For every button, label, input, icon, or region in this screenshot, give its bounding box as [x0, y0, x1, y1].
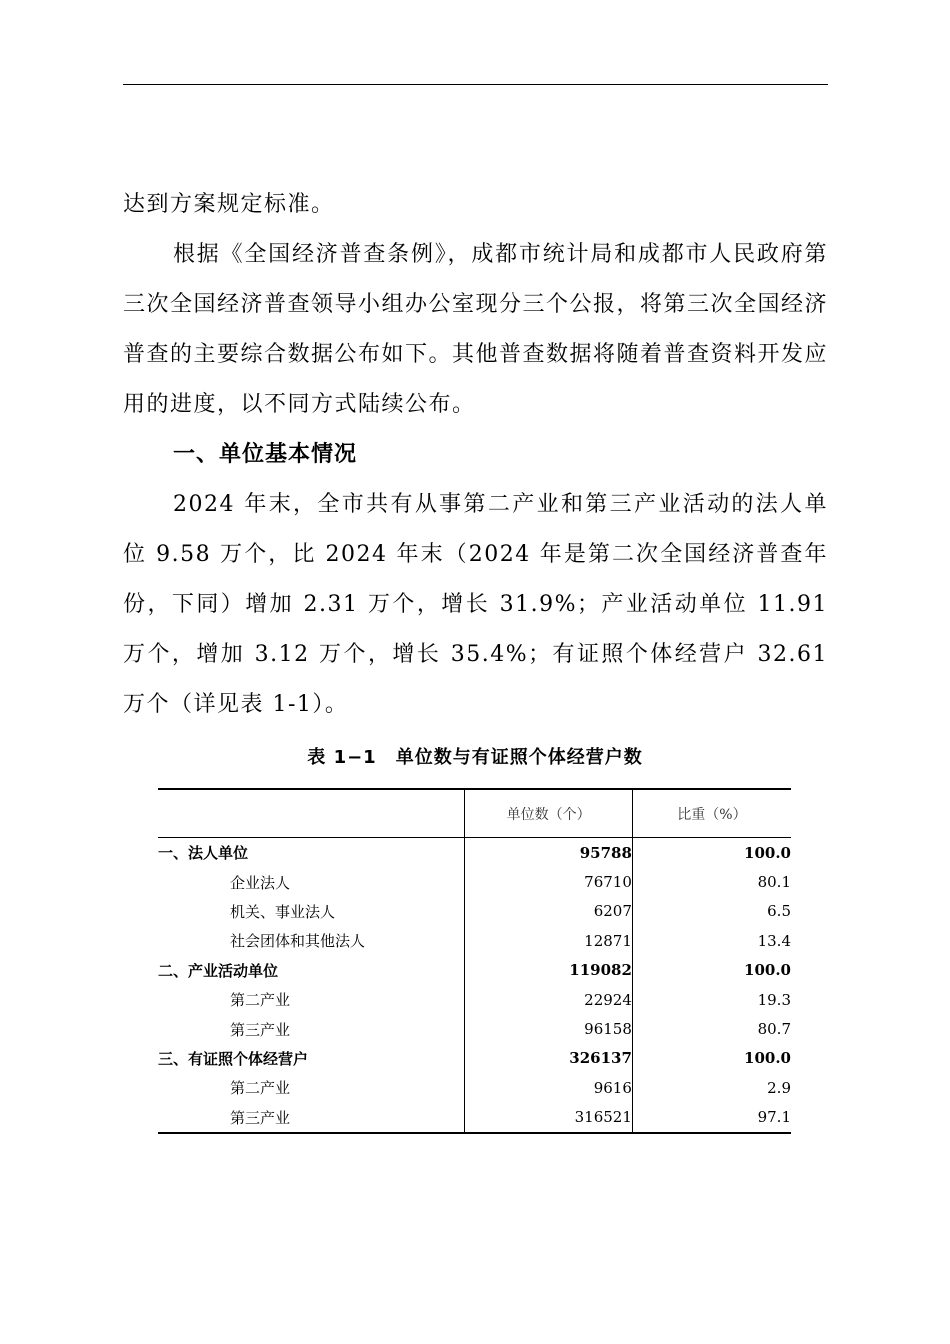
row-pct: 100.0: [632, 956, 791, 985]
row-pct: 13.4: [632, 926, 791, 955]
table-row: [158, 956, 791, 985]
table-row: [158, 897, 791, 926]
table-caption: 表 1−1 单位数与有证照个体经营户数: [307, 747, 643, 768]
header-count: 单位数（个）: [465, 789, 633, 838]
row-label: 企业法人: [230, 873, 291, 892]
paragraph-unit-summary: 2024 年末，全市共有从事第二产业和第三产业活动的法人单位 9.58 万个，比 2024 年末（2024 年是第二次全国经济普查年份，下同）增加 2.31 万个，增长 31.9%；产业活动单位 11.91 万个，增加 3.12 万个，增长 35.4%；有证照个体经营户 32.61 万个（详见表 1-1）。: [123, 492, 828, 717]
table-header-row: [158, 789, 791, 838]
row-count: 119082: [465, 956, 633, 985]
row-count: 76710: [465, 867, 633, 896]
paragraph-continuation: 达到方案规定标准。: [123, 192, 335, 217]
table-row: [158, 926, 791, 955]
row-pct: 19.3: [632, 985, 791, 1014]
row-label: 二、产业活动单位: [158, 961, 279, 980]
row-count: 6207: [465, 897, 633, 926]
row-count: 96158: [465, 1014, 633, 1043]
row-label: 第三产业: [230, 1020, 291, 1039]
row-count: 12871: [465, 926, 633, 955]
row-pct: 80.1: [632, 867, 791, 896]
row-count: 316521: [465, 1103, 633, 1133]
table-row: [158, 1044, 791, 1073]
row-pct: 97.1: [632, 1103, 791, 1133]
table-row: [158, 1103, 791, 1133]
row-pct: 6.5: [632, 897, 791, 926]
row-label: 第二产业: [230, 1079, 291, 1098]
units-table: [158, 788, 791, 1134]
row-label: 三、有证照个体经营户: [158, 1049, 309, 1068]
table-row: [158, 985, 791, 1014]
row-label: 第二产业: [230, 991, 291, 1010]
table-row: [158, 1014, 791, 1043]
row-label: 第三产业: [158, 1103, 465, 1133]
header-rule: [123, 84, 828, 85]
header-pct: 比重（%）: [632, 789, 791, 838]
row-count: 95788: [465, 838, 633, 868]
table-row: [158, 867, 791, 896]
row-pct: 100.0: [632, 1044, 791, 1073]
row-label: 一、法人单位: [158, 844, 249, 863]
table-row: [158, 838, 791, 868]
row-count: 9616: [465, 1073, 633, 1102]
row-count: 22924: [465, 985, 633, 1014]
row-label: 社会团体和其他法人: [230, 932, 366, 951]
header-label: [158, 789, 465, 838]
paragraph-announcement: 根据《全国经济普查条例》，成都市统计局和成都市人民政府第三次全国经济普查领导小组办公室现分三个公报，将第三次全国经济普查的主要综合数据公布如下。其他普查数据将随着普查资料开发应用的进度，以不同方式陆续公布。: [123, 242, 829, 417]
section-heading: 一、单位基本情况: [173, 442, 358, 467]
row-pct: 80.7: [632, 1014, 791, 1043]
table-row: [158, 1073, 791, 1102]
row-pct: 2.9: [632, 1073, 791, 1102]
row-pct: 100.0: [632, 838, 791, 868]
row-count: 326137: [465, 1044, 633, 1073]
row-label: 机关、事业法人: [230, 902, 336, 921]
